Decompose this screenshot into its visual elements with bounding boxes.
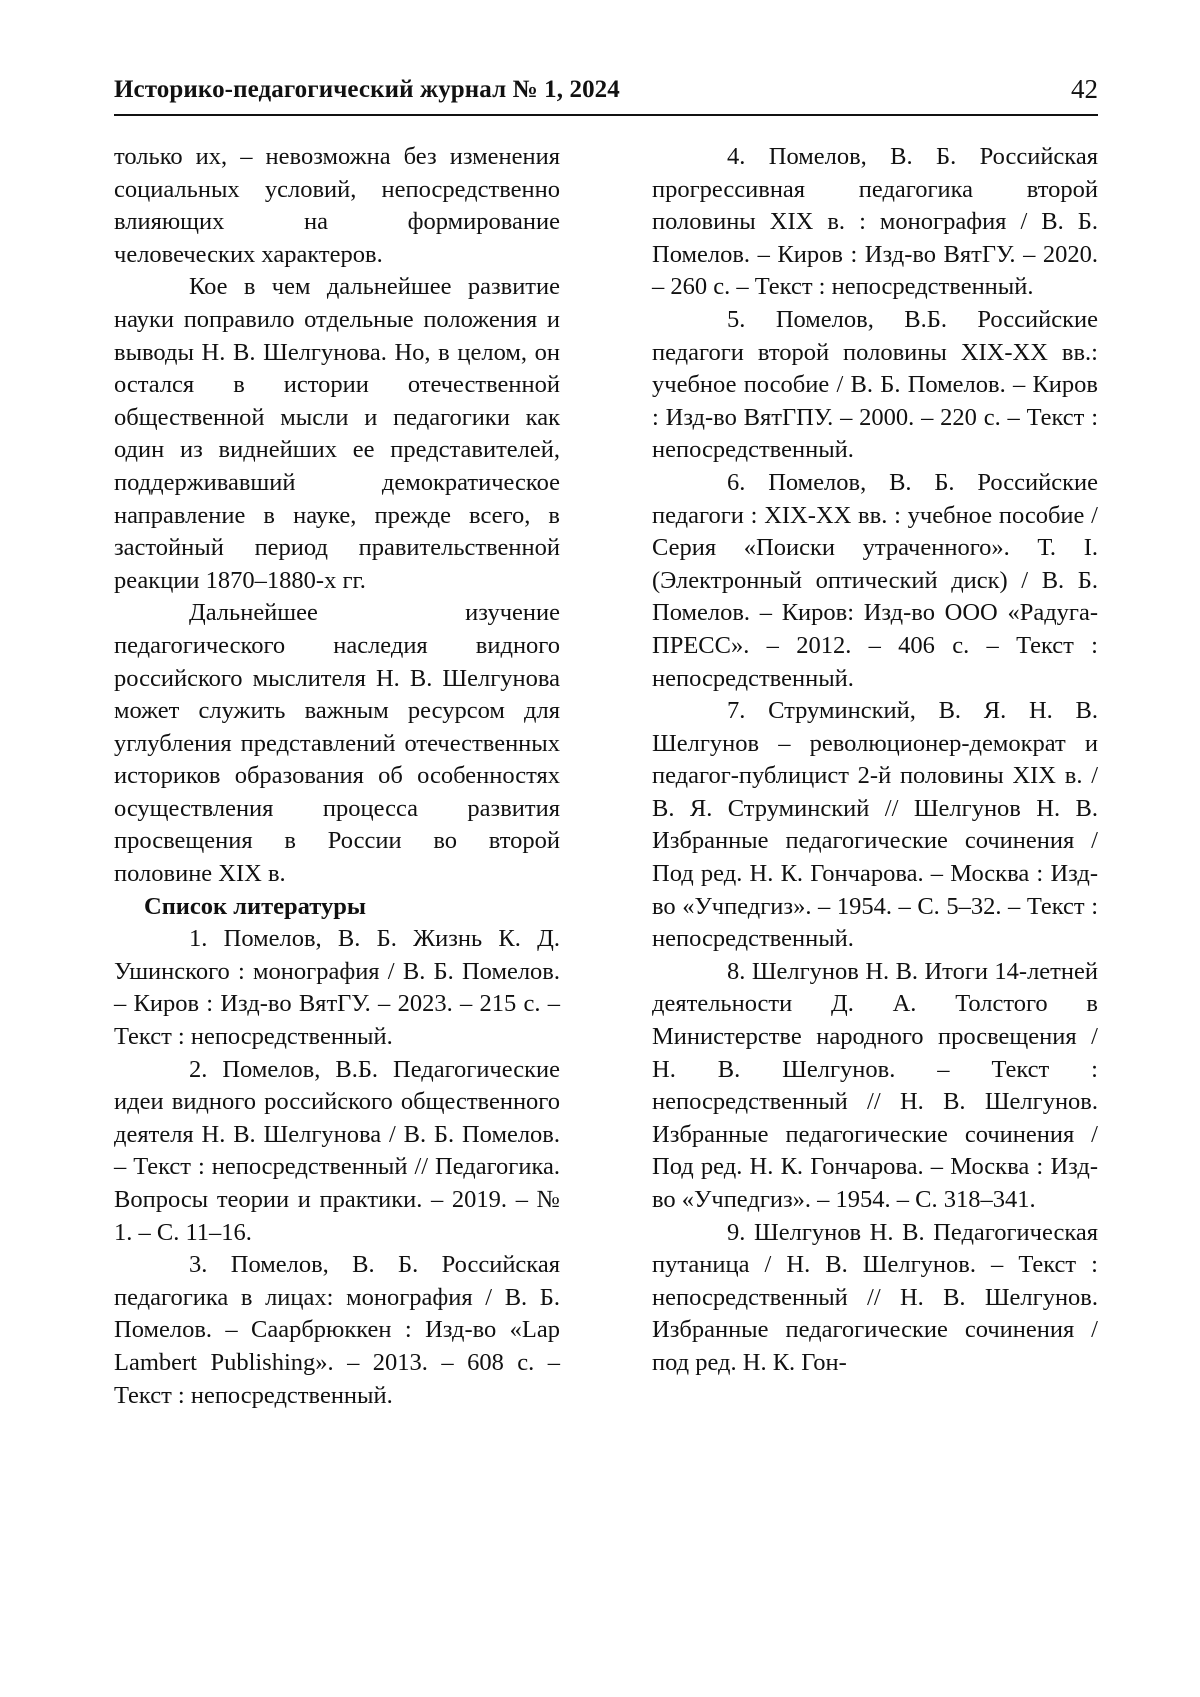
right-column (652, 141, 1098, 1380)
references-heading: Список литературы (144, 892, 367, 920)
body-paragraph: только их, – невозможна без изменения социальных условий, непосредственно влияющих на формирование человеческих характеров. (114, 143, 560, 268)
journal-title: Историко-педагогический журнал № 1, 2024 (114, 76, 620, 103)
running-header (114, 74, 1098, 116)
reference-item: 9. Шелгунов Н. В. Педагогическая путаница / Н. В. Шелгунов. – Текст : непосредственный // Н. В. Шелгунов. Избранные педагогические сочинения / под ред. Н. К. Гон- (652, 1218, 1098, 1376)
page-number: 42 (1071, 74, 1098, 104)
reference-item: 8. Шелгунов Н. В. Итоги 14-летней деятельности Д. А. Толстого в Министерстве народного просвещения / Н. В. Шелгунов. – Текст : непосредственный // Н. В. Шелгунов. Избранные педагогические сочинения / Под ред. Н. К. Гончарова. – Москва : Изд-во «Учпедгиз». – 1954. – С. 318–341. (652, 957, 1098, 1213)
reference-item: 6. Помелов, В. Б. Российские педагоги : XIX-XX вв. : учебное пособие / Серия «Поиски утраченного». Т. I. (Электронный оптический диск) / В. Б. Помелов. – Киров: Изд-во ООО «Радуга-ПРЕСС». – 2012. – 406 с. – Текст : непосредственный. (652, 468, 1098, 692)
left-column (114, 141, 560, 1412)
body-paragraph: Дальнейшее изучение педагогического наследия видного российского мыслителя Н. В. Шелгунова может служить важным ресурсом для углубления представлений отечественных историков образования об особенностях осуществления процесса развития просвещения в России во второй половине XIX в. (114, 599, 560, 888)
reference-item: 2. Помелов, В.Б. Педагогические идеи видного российского общественного деятеля Н. В. Шелгунова / В. Б. Помелов. – Текст : непосредственный // Педагогика. Вопросы теории и практики. – 2019. – № 1. – С. 11–16. (114, 1055, 560, 1246)
reference-item: 4. Помелов, В. Б. Российская прогрессивная педагогика второй половины XIX в. : монография / В. Б. Помелов. – Киров : Изд-во ВятГУ. – 2020. – 260 с. – Текст : непосредственный. (652, 143, 1098, 301)
body-paragraph: Кое в чем дальнейшее развитие науки поправило отдельные положения и выводы Н. В. Шелгунова. Но, в целом, он остался в истории отечественной общественной мысли и педагогики как один из виднейших ее представителей, поддерживавший демократическое направление в науке, прежде всего, в застойный период правительственной реакции 1870–1880-х гг. (114, 273, 560, 594)
reference-item: 5. Помелов, В.Б. Российские педагоги второй половины XIX-XX вв.: учебное пособие / В. Б. Помелов. – Киров : Изд-во ВятГПУ. – 2000. – 220 с. – Текст : непосредственный. (652, 305, 1098, 464)
reference-item: 7. Струминский, В. Я. Н. В. Шелгунов – революционер-демократ и педагог-публицист 2-й половины XIX в. / В. Я. Струминский // Шелгунов Н. В. Избранные педагогические сочинения / Под ред. Н. К. Гончарова. – Москва : Изд-во «Учпедгиз». – 1954. – С. 5–32. – Текст : непосредственный. (652, 697, 1098, 953)
reference-item: 3. Помелов, В. Б. Российская педагогика в лицах: монография / В. Б. Помелов. – Саарбрюккен : Изд-во «Lap Lambert Publishing». – 2013. – 608 с. – Текст : непосредственный. (114, 1251, 560, 1409)
reference-item: 1. Помелов, В. Б. Жизнь К. Д. Ушинского : монография / В. Б. Помелов. – Киров : Изд-во ВятГУ. – 2023. – 215 с. – Текст : непосредственный. (114, 925, 560, 1051)
